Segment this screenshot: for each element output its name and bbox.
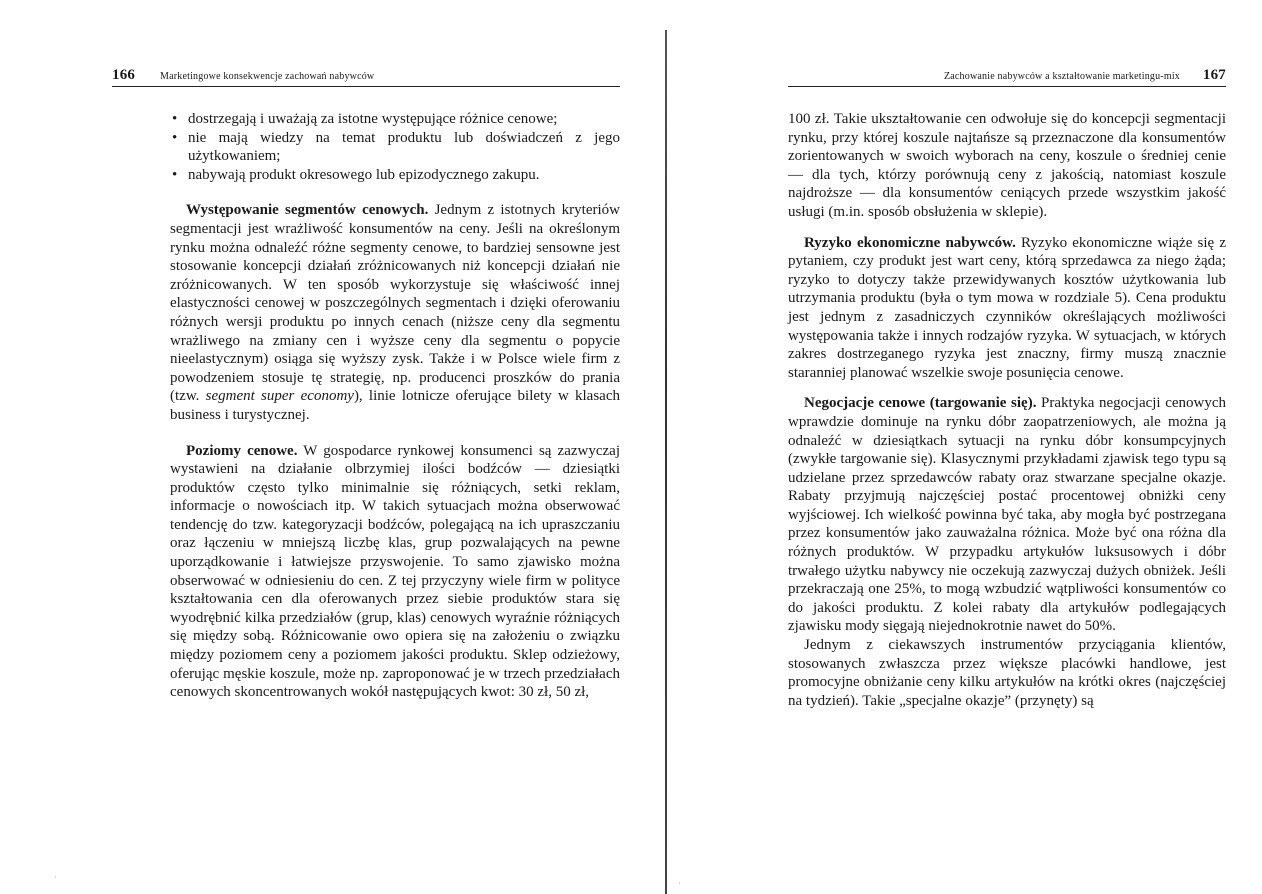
paragraph-text: ), linie lotnicze oferujące bilety w klasach business i turystycznej.	[170, 388, 620, 423]
book-gutter	[665, 30, 667, 894]
bullet-list	[170, 110, 620, 184]
paragraph-text: Jednym z istotnych kryteriów segmentacji jest wrażliwość konsumentów na ceny. Jeśli na określonym rynku można odnaleźć różne segmenty cenowe, to bardziej sensowne jest stosowanie koncepcji działań zróżnicowanych niż koncepcji działań nie zróżnicowanych. W ten sposób wykorzystuje się właściwość innej elastyczności cenowej w poszczególnych segmentach i dzięki oferowaniu różnych wersji produktu po innych cenach (niższe ceny dla segmentu wrażliwego na zmiany cen i wyższe ceny dla segmentu o popycie nieelastycznym) osiąga się wyższy zysk. Także i w Polsce wiele firm z powodzeniem stosuje tę strategię, np. producenci proszków do prania (tzw.	[170, 202, 620, 405]
right-running-head	[788, 66, 1226, 87]
left-running-title: Marketingowe konsekwencje zachowań nabywców	[160, 71, 375, 82]
list-item: • dostrzegają i uważają za istotne występujące różnice cenowe;	[188, 110, 620, 129]
list-item: • nabywają produkt okresowego lub epizodycznego zakupu.	[188, 166, 620, 185]
scan-speck: ·	[54, 872, 57, 882]
paragraph-text: Praktyka negocjacji cenowych wprawdzie dominuje na rynku dóbr zaopatrzeniowych, ale można ją odnaleźć w dziesiątkach sytuacji na rynku dóbr konsumpcyjnych (zwykłe targowanie się). Klasycznymi przykładami zjawisk tego typu są udzielane przez sprzedawców rabaty oraz stwarzane specjalne okazje. Rabaty przyjmują najczęściej postać procentowej obniżki ceny wyjściowej. Ich wielkość powinna być taka, aby mogła być postrzegana przez konsumentów jako zauważalna różnica. Może być ona różna dla różnych produktów. W przypadku artykułów luksusowych i dóbr trwałego użytku nabywcy nie oczekują zazwyczaj dużych obniżek. Jeśli przekraczają one 25%, to mogą wzbudzić wątpliwości konsumentów co do jakości produktu. Z kolei rabaty dla artykułów podlegających zjawisku mody sięgają niejednokrotnie nawet do 50%.	[788, 395, 1226, 635]
paragraph-text: W gospodarce rynkowej konsumenci są zazwyczaj wystawieni na działanie olbrzymiej ilości bodźców — dziesiątki produktów często tylko minimalnie się różniących, setki reklam, informacje o nowościach itp. W takich sytuacjach można obserwować tendencję do tzw. kategoryzacji bodźców, polegającą na ich upraszczaniu oraz łączeniu w mniejszą liczbę klas, grup pozwalających na pewne uporządkowanie i łatwiejsze przyswojenie. To samo zjawisko można obserwować w odniesieniu do cen. Z tej przyczyny wiele firm w polityce kształtowania cen dla oferowanych przez siebie produktów stara się wyodrębnić kilka przedziałów (grup, klas) cenowych wyraźnie różniących się między sobą. Różnicowanie owo opiera się na założeniu o związku między poziomem ceny a poziomem jakości produktu. Sklep odzieżowy, oferując męskie koszule, może np. zaproponować je w trzech przedziałach cenowych skoncentrowanych wokół następujących kwot: 30 zł, 50 zł,	[170, 442, 620, 701]
paragraph-closing: Jednym z ciekawszych instrumentów przyciągania klientów, stosowanych zwłaszcza przez większe placówki handlowe, jest promocyjne obniżanie ceny kilku artykułów na krótki okres (najczęściej na tydzień). Takie „specjalne okazje” (przynęty) są	[788, 637, 1226, 709]
left-running-head	[112, 66, 620, 87]
scan-speck: ·	[678, 878, 681, 888]
left-body	[170, 110, 620, 719]
paragraph-continuation: 100 zł. Takie ukształtowanie cen odwołuje się do koncepcji segmentacji rynku, przy której koszule najtańsze są przeznaczone dla konsumentów zorientowanych w swoich wyborach na ceny, koszule o średniej cenie — dla tych, którzy porównują ceny z jakością, natomiast koszule najdroższe — dla konsumentów ceniących przede wszystkim jakość usługi (m.in. sposób obsłużenia w sklepie).	[788, 111, 1226, 220]
left-page-number: 166	[112, 67, 136, 83]
italic-term: segment super economy	[205, 388, 354, 405]
section-heading: Ryzyko ekonomiczne nabywców.	[804, 234, 1016, 251]
paragraph-price-levels	[170, 442, 620, 702]
list-item: • nie mają wiedzy na temat produktu lub doświadczeń z jego użytkowaniem;	[188, 129, 620, 166]
paragraph-negotiation	[788, 394, 1226, 636]
right-running-title: Zachowanie nabywców a kształtowanie marketingu-mix	[943, 71, 1180, 82]
right-page-number: 167	[1202, 67, 1226, 83]
section-heading: Poziomy cenowe.	[186, 442, 298, 459]
section-heading: Negocjacje cenowe (targowanie się).	[804, 395, 1037, 412]
paragraph-text: Ryzyko ekonomiczne wiąże się z pytaniem, czy produkt jest wart ceny, którą sprzedawca za niego żąda; ryzyko to dotyczy także przewidywanych kosztów użytkowania lub utrzymania produktu (była o tym mowa w rozdziale 5). Cena produktu jest jednym z zasadniczych czynników określających możliwości występowania także i innych rodzajów ryzyka. W sytuacjach, w których zakres dostrzeganego ryzyka jest znaczny, firmy muszą znacznie staranniej planować wszelkie swoje posunięcia cenowe.	[788, 234, 1226, 381]
paragraph-price-segments	[170, 201, 620, 424]
paragraph-economic-risk	[788, 234, 1226, 383]
right-body	[788, 110, 1226, 710]
section-heading: Występowanie segmentów cenowych.	[186, 202, 429, 219]
